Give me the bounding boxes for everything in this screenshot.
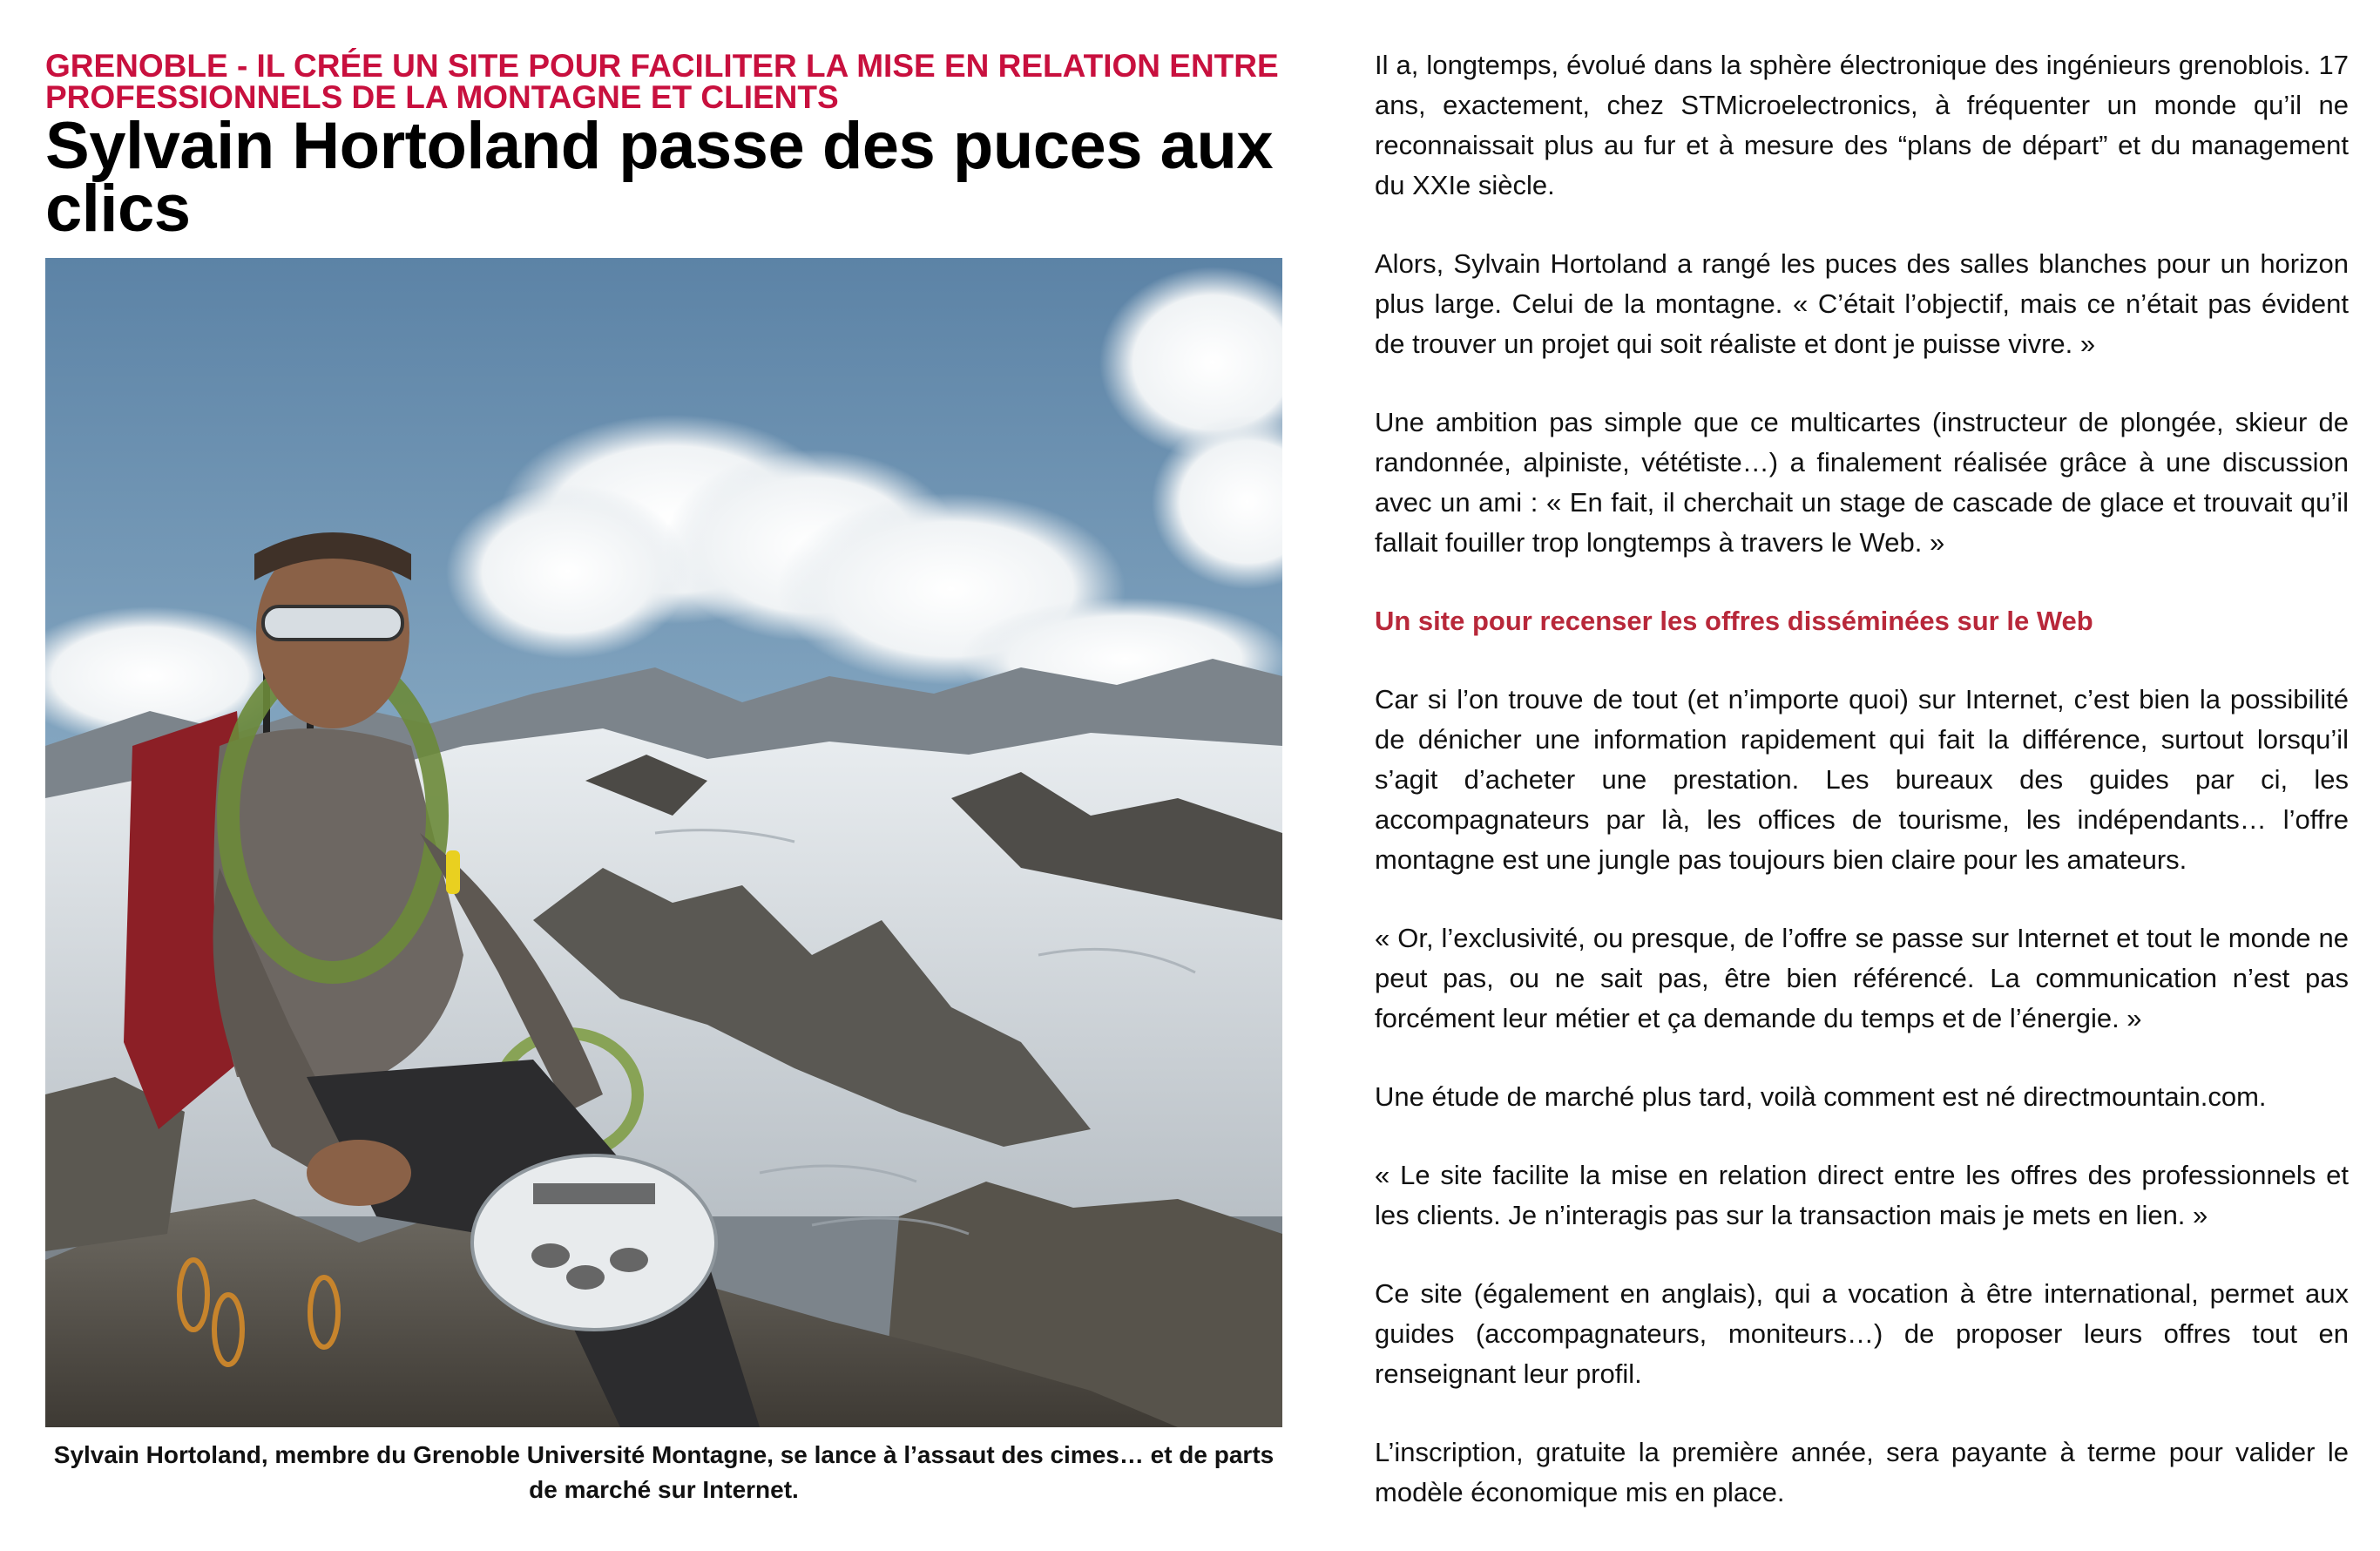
- article-body: [1375, 45, 2349, 1551]
- helmet: [472, 1155, 716, 1330]
- photo-caption: Sylvain Hortoland, membre du Grenoble Université Montagne, se lance à l’assaut des cimes… et de parts de marché sur Internet.: [53, 1441, 1275, 1503]
- body-paragraph-9: L’inscription, gratuite la première année, sera payante à terme pour valider le modèle économique mis en place.: [1375, 1437, 2349, 1507]
- body-paragraph-5: « Or, l’exclusivité, ou presque, de l’offre se passe sur Internet et tout le monde ne peut pas, ou ne sait pas, être bien référencé. La communication n’est pas forcément leur métier et ça demande du temps et de l’énergie. »: [1375, 923, 2349, 1033]
- body-paragraph-4: Car si l’on trouve de tout (et n’importe quoi) sur Internet, c’est bien la possibilité de dénicher une information rapidement qui fait la différence, surtout lorsqu’il s’agit d’acheter une prestation. Les bureaux des guides par ci, les accompagnateurs par là, les offices de tourisme, les indépendants… l’offre montagne est une jungle pas toujours bien claire pour les amateurs.: [1375, 684, 2349, 875]
- headline: Sylvain Hortoland passe des puces aux clics: [45, 109, 1274, 246]
- body-paragraph-8: Ce site (également en anglais), qui a vocation à être international, permet aux guides (accompagnateurs, moniteurs…) de proposer leurs offres tout en renseignant leur profil.: [1375, 1278, 2349, 1389]
- body-paragraph-1: Il a, longtemps, évolué dans la sphère électronique des ingénieurs grenoblois. 17 ans, exactement, chez STMicroelectronics, à fréquenter un monde qu’il ne reconnaissait plus au fur et à mesure des “plans de départ” et du management du XXIe siècle.: [1375, 50, 2349, 200]
- section-subheading: Un site pour recenser les offres disséminées sur le Web: [1375, 606, 2093, 636]
- headline-block: [45, 48, 1282, 246]
- climber-photo-illustration: [45, 258, 1282, 1427]
- body-paragraph-3: Une ambition pas simple que ce multicartes (instructeur de plongée, skieur de randonnée, alpiniste, vététiste…) a finalement réalisée grâce à une discussion avec un ami : « En fait, il cherchait un stage de cascade de glace et trouvait qu’il fallait fouiller trop longtemps à travers le Web. »: [1375, 407, 2349, 558]
- kicker: GRENOBLE - IL CRÉE UN SITE POUR FACILITER LA MISE EN RELATION ENTRE PROFESSIONNELS DE LA MONTAGNE ET CLIENTS: [45, 48, 1279, 115]
- body-paragraph-7: « Le site facilite la mise en relation direct entre les offres des professionnels et les clients. Je n’interagis pas sur la transaction mais je mets en lien. »: [1375, 1160, 2349, 1230]
- article-photo: [45, 258, 1282, 1427]
- body-paragraph-2: Alors, Sylvain Hortoland a rangé les puces des salles blanches pour un horizon plus large. Celui de la montagne. « C’était l’objectif, mais ce n’était pas évident de trouver un projet qui soit réaliste et dont je puisse vivre. »: [1375, 248, 2349, 359]
- body-paragraph-6: Une étude de marché plus tard, voilà comment est né directmountain.com.: [1375, 1081, 2267, 1112]
